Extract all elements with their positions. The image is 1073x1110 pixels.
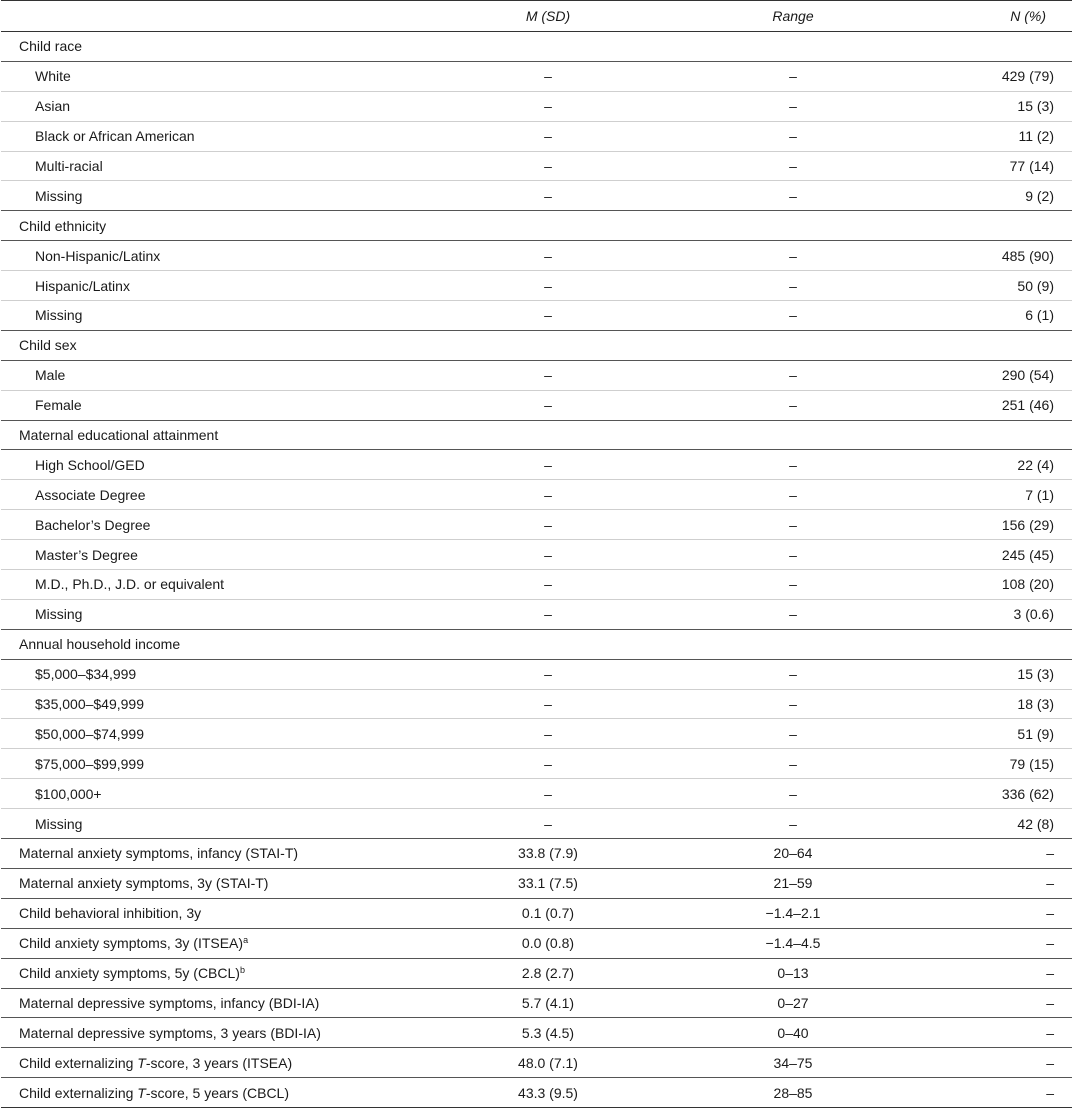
n-cell: 42 (8) <box>891 809 1072 839</box>
row-label-text: M.D., Ph.D., J.D. or equivalent <box>35 576 225 593</box>
header-n: N (%) <box>891 1 1072 32</box>
table-row <box>1 540 1072 570</box>
empty-cell <box>891 32 1072 62</box>
row-label-text: Associate Degree <box>35 486 146 503</box>
msd-cell: – <box>401 779 695 809</box>
table-row <box>1 689 1072 719</box>
table-row <box>1 510 1072 540</box>
empty-cell <box>891 330 1072 360</box>
empty-cell <box>401 330 695 360</box>
range-cell: – <box>695 151 891 181</box>
msd-cell: – <box>401 540 695 570</box>
msd-cell: – <box>401 241 695 271</box>
n-cell: – <box>891 1078 1072 1108</box>
row-label-text: Child ethnicity <box>19 217 107 234</box>
empty-cell <box>401 629 695 659</box>
n-cell: 51 (9) <box>891 719 1072 749</box>
row-label <box>1 839 401 869</box>
table-row <box>1 1078 1072 1108</box>
msd-cell: – <box>401 659 695 689</box>
msd-cell: 2.8 (2.7) <box>401 958 695 988</box>
range-cell: – <box>695 689 891 719</box>
row-label <box>1 1048 401 1078</box>
range-cell: – <box>695 271 891 301</box>
n-cell: 336 (62) <box>891 779 1072 809</box>
msd-cell: – <box>401 510 695 540</box>
row-label <box>1 510 401 540</box>
n-cell: – <box>891 839 1072 869</box>
category-row <box>1 629 1072 659</box>
n-cell: – <box>891 958 1072 988</box>
row-label <box>1 868 401 898</box>
msd-cell: – <box>401 121 695 151</box>
row-label <box>1 450 401 480</box>
empty-cell <box>695 629 891 659</box>
msd-cell: – <box>401 181 695 211</box>
category-row <box>1 420 1072 450</box>
row-label-text: Non-Hispanic/Latinx <box>35 247 161 264</box>
row-label <box>1 61 401 91</box>
row-label-pre: Child externalizing <box>19 1084 138 1101</box>
row-label-text: Child anxiety symptoms, 5y (CBCL) <box>19 965 240 982</box>
row-label <box>1 749 401 779</box>
footnote-marker: b <box>239 965 245 976</box>
msd-cell: 0.1 (0.7) <box>401 898 695 928</box>
row-label-text: Black or African American <box>35 128 195 145</box>
table-row <box>1 599 1072 629</box>
table-row <box>1 779 1072 809</box>
category-row <box>1 211 1072 241</box>
row-label-text: Missing <box>35 815 83 832</box>
row-label <box>1 330 401 360</box>
row-label <box>1 1078 401 1108</box>
range-cell: 0–40 <box>695 1018 891 1048</box>
table-row <box>1 181 1072 211</box>
header-msd: M (SD) <box>401 1 695 32</box>
row-label-text: Multi-racial <box>35 158 103 174</box>
msd-cell: 43.3 (9.5) <box>401 1078 695 1108</box>
msd-cell: 5.3 (4.5) <box>401 1018 695 1048</box>
empty-cell <box>695 211 891 241</box>
row-label-text: Child anxiety symptoms, 3y (ITSEA) <box>19 935 244 952</box>
row-label <box>1 390 401 420</box>
range-cell: 28–85 <box>695 1078 891 1108</box>
n-cell: 18 (3) <box>891 689 1072 719</box>
row-label-text: Missing <box>35 187 83 204</box>
msd-cell: – <box>401 151 695 181</box>
table-row <box>1 91 1072 121</box>
table-row <box>1 749 1072 779</box>
table-row <box>1 360 1072 390</box>
n-cell: 245 (45) <box>891 540 1072 570</box>
n-cell: 9 (2) <box>891 181 1072 211</box>
msd-cell: 48.0 (7.1) <box>401 1048 695 1078</box>
row-label-text: Maternal depressive symptoms, 3 years (BDI-IA) <box>19 1024 321 1041</box>
msd-cell: 0.0 (0.8) <box>401 928 695 958</box>
header-label <box>1 1 401 32</box>
row-label-text: Maternal anxiety symptoms, 3y (STAI-T) <box>19 875 269 892</box>
n-cell: 108 (20) <box>891 570 1072 600</box>
n-cell: – <box>891 1048 1072 1078</box>
table-row <box>1 390 1072 420</box>
row-label <box>1 779 401 809</box>
table-row <box>1 988 1072 1018</box>
table-row <box>1 301 1072 331</box>
empty-cell <box>891 420 1072 450</box>
row-label <box>1 301 401 331</box>
table-row <box>1 450 1072 480</box>
msd-cell: 33.1 (7.5) <box>401 868 695 898</box>
n-cell: – <box>891 928 1072 958</box>
header-row <box>1 1 1072 32</box>
range-cell: – <box>695 779 891 809</box>
n-cell: – <box>891 1018 1072 1048</box>
msd-cell: – <box>401 301 695 331</box>
range-cell: – <box>695 241 891 271</box>
table-row <box>1 958 1072 988</box>
table-row <box>1 480 1072 510</box>
range-cell: – <box>695 659 891 689</box>
row-label <box>1 599 401 629</box>
row-label <box>1 121 401 151</box>
msd-cell: – <box>401 480 695 510</box>
row-label-text: Maternal anxiety symptoms, infancy (STAI-T) <box>19 845 299 862</box>
n-cell: 11 (2) <box>891 121 1072 151</box>
empty-cell <box>695 330 891 360</box>
table-row <box>1 928 1072 958</box>
row-label <box>1 809 401 839</box>
n-cell: 251 (46) <box>891 390 1072 420</box>
msd-cell: 5.7 (4.1) <box>401 988 695 1018</box>
empty-cell <box>891 211 1072 241</box>
row-label-text: White <box>35 68 71 85</box>
msd-cell: – <box>401 390 695 420</box>
msd-cell: – <box>401 599 695 629</box>
row-label-text: Master’s Degree <box>35 546 138 563</box>
msd-cell: – <box>401 689 695 719</box>
table-row <box>1 659 1072 689</box>
range-cell: – <box>695 390 891 420</box>
range-cell: – <box>695 570 891 600</box>
n-cell: – <box>891 898 1072 928</box>
n-cell: 6 (1) <box>891 301 1072 331</box>
table-row <box>1 61 1072 91</box>
row-label <box>1 360 401 390</box>
category-row <box>1 330 1072 360</box>
row-label-text: Child sex <box>19 337 77 354</box>
range-cell: – <box>695 91 891 121</box>
row-label <box>1 928 401 958</box>
row-label <box>1 659 401 689</box>
row-label <box>1 151 401 181</box>
row-label-text: Male <box>35 367 66 384</box>
range-cell: −1.4–4.5 <box>695 928 891 958</box>
n-cell: 290 (54) <box>891 360 1072 390</box>
row-label <box>1 1018 401 1048</box>
msd-cell: – <box>401 570 695 600</box>
row-label <box>1 958 401 988</box>
row-label-text: $100,000+ <box>35 785 102 802</box>
row-label-post: -score, 5 years (CBCL) <box>145 1084 290 1101</box>
row-label-text: $50,000–$74,999 <box>35 725 144 742</box>
table-row <box>1 719 1072 749</box>
row-label-text: Asian <box>35 98 71 115</box>
row-label <box>1 570 401 600</box>
row-label-text: Bachelor’s Degree <box>35 516 151 533</box>
header-range: Range <box>695 1 891 32</box>
row-label-text: Missing <box>35 606 83 623</box>
empty-cell <box>695 420 891 450</box>
empty-cell <box>401 420 695 450</box>
table-row <box>1 1048 1072 1078</box>
range-cell: – <box>695 599 891 629</box>
n-cell: 77 (14) <box>891 151 1072 181</box>
n-cell: 429 (79) <box>891 61 1072 91</box>
table-row <box>1 898 1072 928</box>
row-label <box>1 32 401 62</box>
msd-cell: – <box>401 809 695 839</box>
range-cell: – <box>695 749 891 779</box>
n-cell: 50 (9) <box>891 271 1072 301</box>
row-label <box>1 629 401 659</box>
range-cell: – <box>695 301 891 331</box>
msd-cell: – <box>401 450 695 480</box>
msd-cell: – <box>401 749 695 779</box>
row-label <box>1 689 401 719</box>
row-label-text: High School/GED <box>35 456 145 473</box>
row-label-italic: T <box>137 1084 146 1101</box>
msd-cell: – <box>401 271 695 301</box>
range-cell: – <box>695 510 891 540</box>
table-row <box>1 868 1072 898</box>
n-cell: 3 (0.6) <box>891 599 1072 629</box>
table-row <box>1 809 1072 839</box>
range-cell: 34–75 <box>695 1048 891 1078</box>
row-label <box>1 241 401 271</box>
row-label <box>1 211 401 241</box>
range-cell: 21–59 <box>695 868 891 898</box>
range-cell: – <box>695 181 891 211</box>
table-row <box>1 1018 1072 1048</box>
range-cell: 0–13 <box>695 958 891 988</box>
empty-cell <box>891 629 1072 659</box>
footnote-marker: a <box>243 935 249 946</box>
n-cell: 7 (1) <box>891 480 1072 510</box>
row-label-text: Child race <box>19 38 83 55</box>
range-cell: 20–64 <box>695 839 891 869</box>
range-cell: – <box>695 719 891 749</box>
n-cell: 15 (3) <box>891 659 1072 689</box>
n-cell: 79 (15) <box>891 749 1072 779</box>
row-label-text: Missing <box>35 307 83 324</box>
n-cell: 156 (29) <box>891 510 1072 540</box>
row-label <box>1 181 401 211</box>
row-label-italic: T <box>137 1054 146 1071</box>
row-label-text: Hispanic/Latinx <box>35 277 130 294</box>
row-label-pre: Child externalizing <box>19 1054 138 1071</box>
row-label <box>1 420 401 450</box>
row-label-text: Child behavioral inhibition, 3y <box>19 905 202 922</box>
row-label <box>1 898 401 928</box>
row-label-text: Maternal depressive symptoms, infancy (BDI-IA) <box>19 994 320 1011</box>
range-cell: – <box>695 809 891 839</box>
range-cell: – <box>695 540 891 570</box>
empty-cell <box>401 32 695 62</box>
row-label <box>1 719 401 749</box>
descriptive-statistics-table <box>1 0 1072 1108</box>
row-label <box>1 988 401 1018</box>
table-body <box>1 32 1072 1108</box>
n-cell: – <box>891 868 1072 898</box>
msd-cell: – <box>401 719 695 749</box>
row-label-post: -score, 3 years (ITSEA) <box>145 1054 293 1071</box>
range-cell: – <box>695 121 891 151</box>
table-row <box>1 839 1072 869</box>
row-label-text: Annual household income <box>19 636 181 653</box>
table-row <box>1 121 1072 151</box>
n-cell: 22 (4) <box>891 450 1072 480</box>
n-cell: 485 (90) <box>891 241 1072 271</box>
row-label-text: $35,000–$49,999 <box>35 696 144 713</box>
row-label <box>1 271 401 301</box>
row-label-text: $5,000–$34,999 <box>35 666 137 683</box>
table-row <box>1 271 1072 301</box>
table-row <box>1 151 1072 181</box>
row-label <box>1 540 401 570</box>
range-cell: −1.4–2.1 <box>695 898 891 928</box>
msd-cell: 33.8 (7.9) <box>401 839 695 869</box>
n-cell: – <box>891 988 1072 1018</box>
empty-cell <box>401 211 695 241</box>
range-cell: – <box>695 450 891 480</box>
table-row <box>1 570 1072 600</box>
msd-cell: – <box>401 91 695 121</box>
row-label-text: Maternal educational attainment <box>19 427 219 444</box>
row-label <box>1 91 401 121</box>
category-row <box>1 32 1072 62</box>
range-cell: – <box>695 480 891 510</box>
empty-cell <box>695 32 891 62</box>
range-cell: – <box>695 360 891 390</box>
row-label-text: Female <box>35 397 82 414</box>
range-cell: 0–27 <box>695 988 891 1018</box>
msd-cell: – <box>401 360 695 390</box>
range-cell: – <box>695 61 891 91</box>
msd-cell: – <box>401 61 695 91</box>
n-cell: 15 (3) <box>891 91 1072 121</box>
table-row <box>1 241 1072 271</box>
row-label <box>1 480 401 510</box>
row-label-text: $75,000–$99,999 <box>35 755 144 772</box>
